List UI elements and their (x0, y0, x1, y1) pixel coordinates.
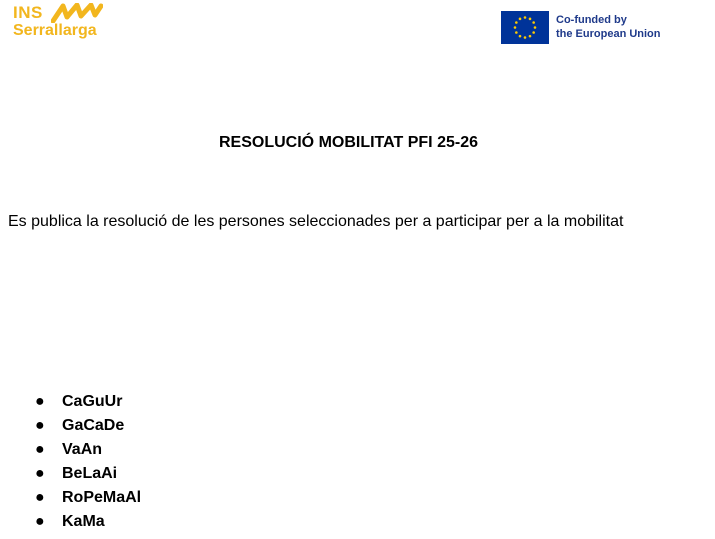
school-logo (13, 3, 113, 43)
selected-person-code: CaGuUr (62, 393, 123, 410)
logo-ins-text: INS (13, 3, 43, 22)
eu-cofunded-badge (501, 11, 701, 45)
eu-star-icon (524, 36, 527, 39)
eu-funding-text (556, 13, 661, 41)
selected-person-code: BeLaAi (62, 465, 118, 482)
document-title: RESOLUCIÓ MOBILITAT PFI 25-26 (219, 134, 478, 151)
eu-star-icon (519, 18, 522, 21)
bullet-icon: ● (35, 513, 45, 530)
eu-star-icon (529, 18, 532, 21)
intro-paragraph: Es publica la resolució de les persones seleccionades per a participar per a la mobilitat (8, 213, 624, 230)
selected-person-code: GaCaDe (62, 417, 125, 434)
selected-person-code: VaAn (62, 441, 103, 458)
selected-person-code: RoPeMaAl (62, 489, 142, 506)
eu-star-icon (529, 35, 532, 38)
logo-waves-icon (51, 3, 103, 23)
eu-star-icon (519, 35, 522, 38)
bullet-icon: ● (35, 489, 45, 506)
bullet-icon: ● (35, 417, 45, 434)
eu-star-icon (532, 21, 535, 24)
bullet-icon: ● (35, 393, 45, 410)
eu-star-icon (534, 26, 537, 29)
logo-serrallarga-text: Serrallarga (13, 22, 97, 39)
eu-line-2: the European Union (556, 28, 661, 40)
eu-line-1: Co-funded by (556, 14, 627, 26)
bullet-icon: ● (35, 465, 45, 482)
bullet-icon: ● (35, 441, 45, 458)
eu-star-icon (532, 31, 535, 34)
eu-star-icon (515, 31, 518, 34)
eu-flag-icon (501, 11, 549, 44)
eu-star-icon (524, 16, 527, 19)
selected-person-code: KaMa (62, 513, 105, 530)
eu-star-icon (514, 26, 517, 29)
eu-star-icon (515, 21, 518, 24)
